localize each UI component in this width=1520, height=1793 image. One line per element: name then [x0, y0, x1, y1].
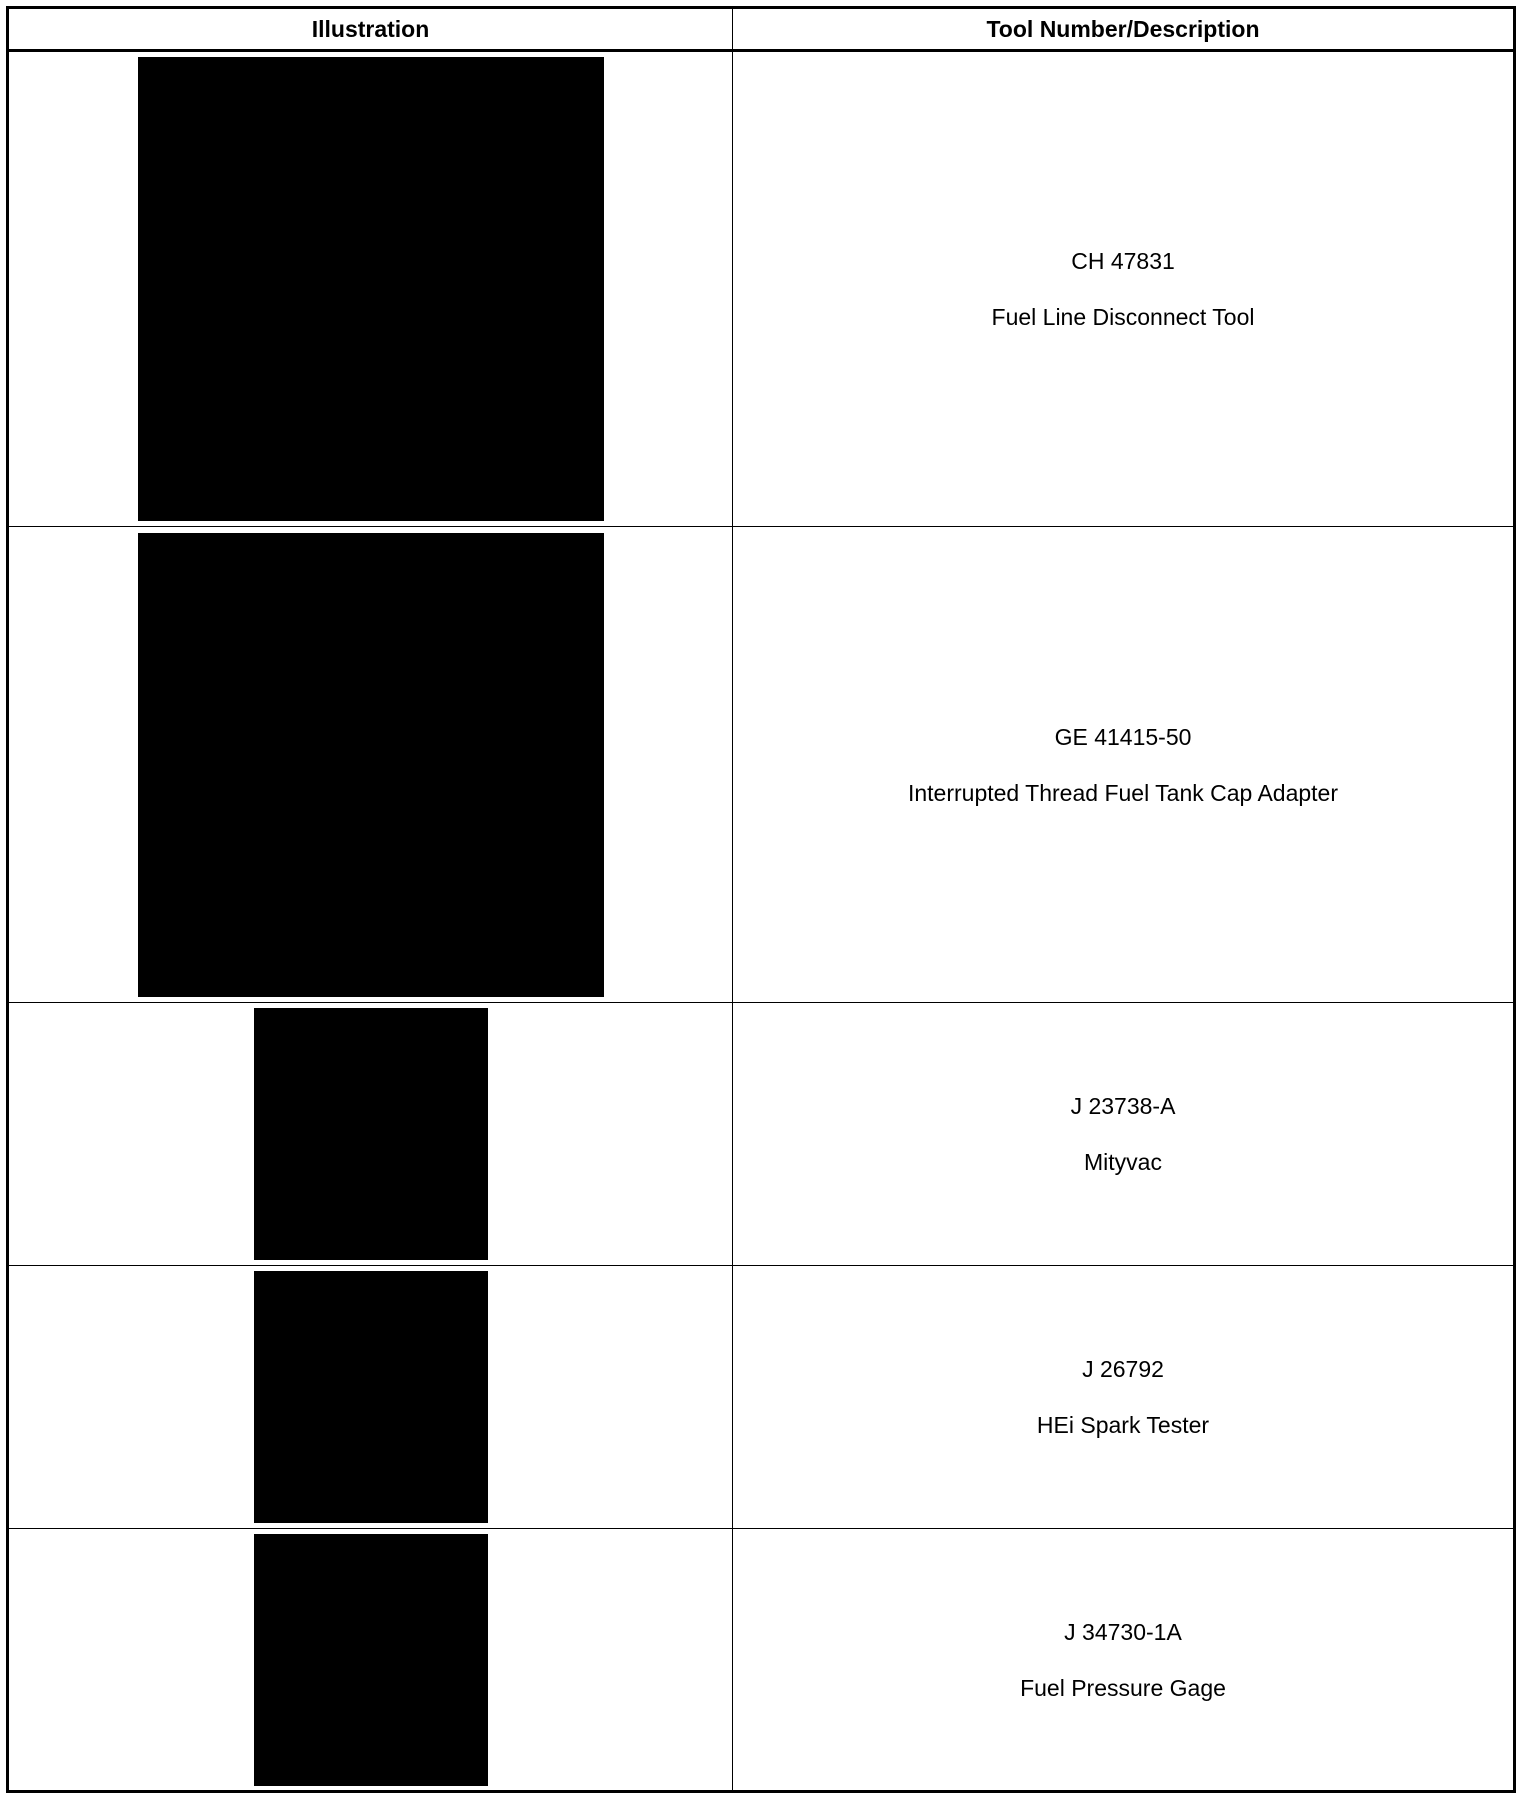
- table-row: [8, 527, 1515, 1003]
- description-cell: [733, 1266, 1515, 1529]
- tool-description: Fuel Pressure Gage: [1020, 1674, 1226, 1701]
- header-illustration: Illustration: [8, 8, 733, 51]
- table-row: [8, 1529, 1515, 1792]
- tool-description: HEi Spark Tester: [1036, 1412, 1210, 1438]
- tool-number: GE 41415-50: [1054, 723, 1192, 750]
- tool-illustration-image: [254, 1271, 488, 1523]
- tool-illustration-image: [254, 1534, 488, 1786]
- tool-number: J 26792: [1082, 1356, 1164, 1382]
- tool-number: CH 47831: [1071, 248, 1175, 274]
- tool-illustration-image: [254, 1008, 488, 1260]
- description-cell: [733, 1003, 1515, 1266]
- description-cell: [733, 51, 1515, 527]
- tool-illustration-image: [138, 533, 604, 997]
- tool-illustration-image: [138, 57, 604, 521]
- illustration-cell: [8, 527, 733, 1003]
- description-cell: [733, 1529, 1515, 1792]
- special-tools-table: [6, 6, 1516, 1793]
- tool-description: Mityvac: [1084, 1149, 1162, 1175]
- illustration-cell: [8, 1003, 733, 1266]
- tool-description: Fuel Line Disconnect Tool: [991, 304, 1255, 330]
- table-header-row: [8, 8, 1515, 51]
- table-row: [8, 51, 1515, 527]
- table-row: [8, 1266, 1515, 1529]
- illustration-cell: [8, 1266, 733, 1529]
- tool-number: J 34730-1A: [1064, 1618, 1182, 1645]
- tool-number: J 23738-A: [1070, 1093, 1176, 1119]
- header-tool-number-description: Tool Number/Description: [733, 8, 1515, 51]
- description-cell: [733, 527, 1515, 1003]
- table-row: [8, 1003, 1515, 1266]
- illustration-cell: [8, 51, 733, 527]
- illustration-cell: [8, 1529, 733, 1792]
- tool-description: Interrupted Thread Fuel Tank Cap Adapter: [907, 779, 1339, 806]
